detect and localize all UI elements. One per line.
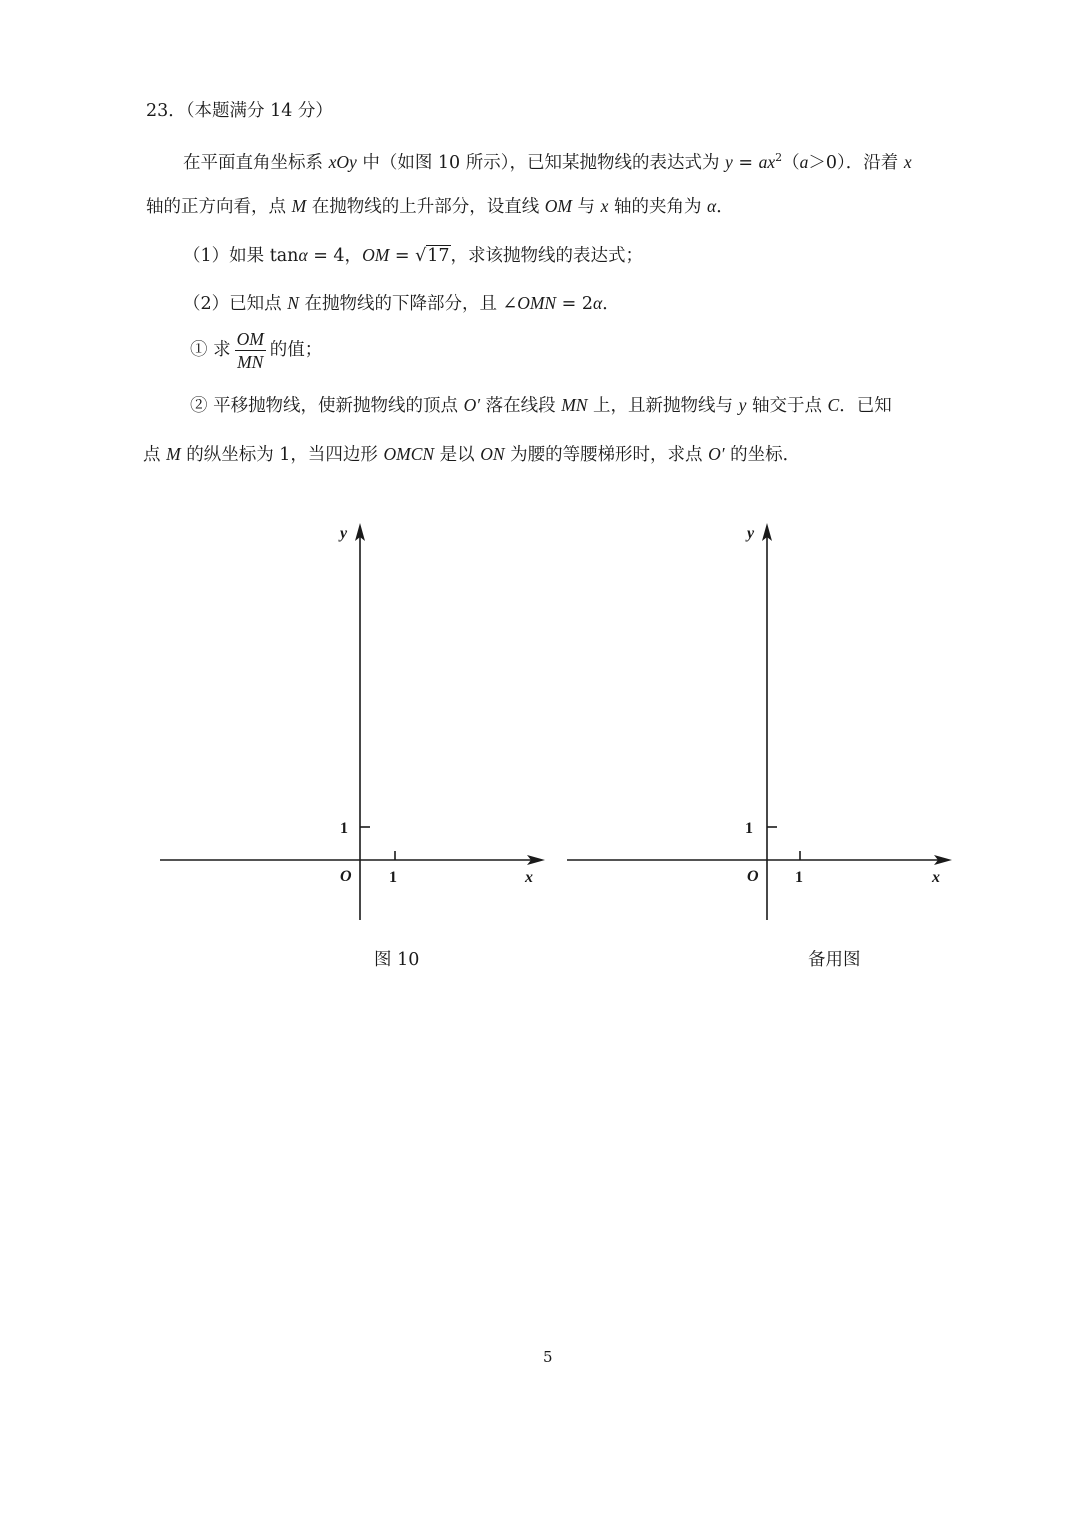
fraction: [235, 328, 266, 373]
origin-label: O: [747, 868, 759, 885]
text: 轴的正方向看，点: [146, 197, 292, 217]
text: ① 求: [190, 340, 231, 360]
text: ．已知: [839, 396, 892, 416]
text: ＞0）．沿着: [808, 152, 904, 173]
fraction-numerator: OM: [236, 329, 264, 349]
var-om: OM: [544, 196, 572, 216]
page-number: 5: [543, 1348, 553, 1366]
y-axis-label: y: [340, 525, 348, 542]
text: 与: [571, 197, 601, 217]
text: ，求该抛物线的表达式；: [450, 246, 644, 266]
text: =: [732, 152, 759, 173]
var-c: C: [827, 395, 840, 415]
var-mn: MN: [561, 395, 588, 415]
var-alpha: α: [298, 245, 308, 265]
part-1: [183, 243, 643, 268]
var-alpha: α: [707, 196, 717, 216]
sqrt-radicand: 17: [427, 246, 450, 266]
y-tick-label: 1: [340, 820, 348, 837]
text: 轴交于点: [746, 396, 828, 416]
sub-part-2-line1: [190, 393, 892, 418]
text: ．: [716, 197, 734, 217]
text: 轴的夹角为: [608, 197, 708, 217]
text: ② 平移抛物线，使新抛物线的顶点: [190, 396, 464, 416]
text: 的纵坐标为 1，当四边形: [180, 445, 384, 465]
text: 中（如图 10 所示），已知某抛物线的表达式为: [356, 152, 726, 173]
text: = √: [389, 246, 427, 266]
var-on: ON: [480, 444, 505, 464]
sub-part-2-line2: [143, 442, 800, 467]
y-tick-label: 1: [745, 820, 753, 837]
superscript: 2: [775, 151, 783, 164]
var-x: x: [600, 196, 609, 216]
text: 为腰的等腰梯形时，求点: [504, 445, 709, 465]
part-2: [183, 291, 620, 316]
figure-10-caption: 图 10: [374, 950, 420, 970]
spare-figure-caption: 备用图: [808, 950, 861, 970]
var-a: a: [799, 151, 809, 172]
text: 在平面直角坐标系: [183, 152, 329, 173]
text: （1）如果 tan: [183, 246, 299, 266]
var-om: OM: [362, 245, 390, 265]
text: 在抛物线的上升部分，设直线: [306, 197, 545, 217]
x-axis-label: x: [932, 869, 940, 886]
x-axis-label: x: [525, 869, 533, 886]
y-axis-label: y: [747, 525, 755, 542]
x-tick-label: 1: [389, 869, 397, 886]
text: （2）已知点: [183, 294, 288, 314]
fraction-denominator: MN: [237, 352, 264, 372]
var-o-prime: O′: [708, 444, 725, 464]
var-m: M: [166, 444, 181, 464]
var-ax: ax: [758, 151, 776, 172]
text: 在抛物线的下降部分，且 ∠: [298, 294, 518, 314]
origin-label: O: [340, 868, 352, 885]
var-o-prime: O′: [463, 395, 481, 415]
coord-system: xOy: [328, 151, 357, 172]
var-y: y: [725, 151, 733, 172]
text: 落在线段: [480, 396, 562, 416]
sub-part-1: [190, 326, 322, 374]
problem-header: 23．（本题满分 14 分）: [146, 101, 333, 121]
text: ．: [602, 294, 620, 314]
var-alpha: α: [593, 293, 603, 313]
problem-intro-line1: [183, 146, 912, 175]
var-n: N: [287, 293, 299, 313]
var-y: y: [738, 395, 747, 415]
spare-figure-axes: [562, 515, 962, 925]
problem-intro-line2: [146, 194, 734, 219]
var-x: x: [903, 151, 912, 172]
var-omn: OMN: [517, 293, 557, 313]
figure-10-axes: [155, 515, 555, 925]
text: 的值；: [269, 340, 323, 360]
text: （: [782, 152, 800, 173]
x-tick-label: 1: [795, 869, 803, 886]
text: 上，且新抛物线与: [587, 396, 739, 416]
var-m: M: [291, 196, 307, 216]
text: = 2: [556, 294, 594, 314]
text: = 4，: [307, 246, 363, 266]
text: 是以: [434, 445, 481, 465]
text: 点: [143, 445, 167, 465]
text: 的坐标．: [724, 445, 801, 465]
var-omcn: OMCN: [383, 444, 435, 464]
